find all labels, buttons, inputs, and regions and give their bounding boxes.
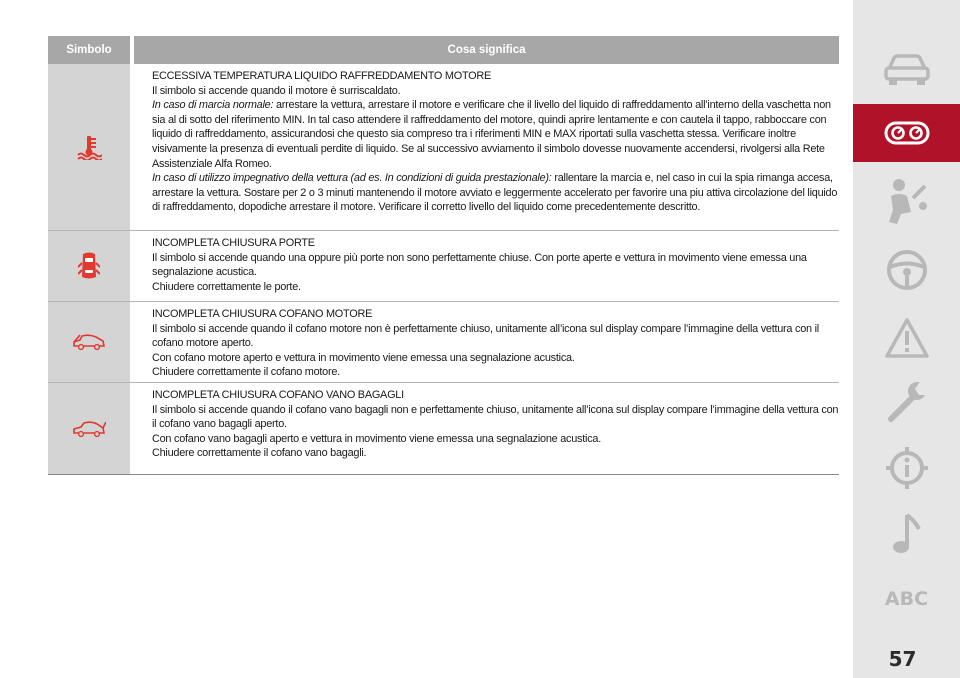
row-text: Chiudere correttamente il cofano motore. (152, 366, 340, 379)
row-text: Con cofano motore aperto e vettura in movimento viene emessa una segnalazione acustica. (152, 351, 575, 364)
coolant-temperature-icon (76, 134, 102, 160)
chapter-sidebar (853, 0, 960, 678)
sidebar-item-index[interactable] (853, 576, 960, 622)
table-header (48, 36, 839, 64)
row-text: Il simbolo si accende quando il cofano vano bagagli non e perfettamente chiuso, unitamente all’icona sul display compare l’immagine della vettura con il cofano vano bagagli aperto. (152, 403, 839, 431)
row-text-perf (152, 171, 839, 215)
table-row (48, 383, 839, 475)
dashboard-icon (884, 120, 930, 146)
seatbelt-person-icon (885, 178, 929, 226)
row-description (152, 383, 839, 474)
row-title: INCOMPLETA CHIUSURA PORTE (152, 237, 315, 249)
row-title: ECCESSIVA TEMPERATURA LIQUIDO RAFFREDDAMENTO MOTORE (152, 70, 492, 82)
row-title: INCOMPLETA CHIUSURA COFANO MOTORE (152, 308, 373, 320)
row-title: INCOMPLETA CHIUSURA COFANO VANO BAGAGLI (152, 389, 404, 401)
sidebar-item-dashboard[interactable] (853, 104, 960, 162)
table-row (48, 302, 839, 383)
symbol-cell (48, 64, 130, 230)
music-note-icon (889, 511, 925, 557)
steering-wheel-icon (885, 248, 929, 292)
row-text: Il simbolo si accende quando il cofano motore non è perfettamente chiuso, unitamente all’icona sul display compare l’immagine della vettura con il cofano motore aperto. (152, 322, 819, 350)
row-text: Il simbolo si accende quando il motore è surriscaldato. (152, 84, 401, 97)
car-icon (883, 53, 931, 87)
index-label: ABC (884, 588, 929, 610)
sidebar-item-maintenance[interactable] (853, 372, 960, 432)
boot-open-icon (72, 420, 106, 438)
sidebar-item-technical[interactable] (853, 438, 960, 498)
warning-triangle-icon (884, 317, 930, 359)
door-open-icon (78, 251, 100, 281)
row-text: Chiudere correttamente le porte. (152, 280, 301, 293)
row-text-normal (152, 98, 839, 171)
sidebar-item-driving[interactable] (853, 240, 960, 300)
table-row (48, 64, 839, 231)
sidebar-item-safety[interactable] (853, 170, 960, 234)
bonnet-open-icon (72, 333, 106, 351)
row-description (152, 64, 839, 230)
header-symbol: Simbolo (66, 44, 112, 56)
normal-label: In caso di marcia normale: (152, 99, 274, 112)
sidebar-item-warnings[interactable] (853, 308, 960, 368)
row-text: Con cofano vano bagagli aperto e vettura in movimento viene emessa una segnalazione acustica. (152, 432, 601, 445)
perf-text: rallentare la marcia e, nel caso in cui la spia rimanga accesa, arrestare la vettura. Sostare per 2 o 3 minuti mantenendo il motore avviato e leggermente accelerato per favorire una piu attiva circolazione del liquido di raffreddamento, dopodiche arrestare il motore. Verificare il corretto livello del liquido come precedentemente descritto. (152, 172, 838, 214)
warning-lights-table (48, 36, 839, 475)
symbol-cell (48, 302, 130, 382)
table-row (48, 231, 839, 302)
symbol-cell (48, 383, 130, 474)
symbol-cell (48, 231, 130, 301)
row-description (152, 302, 839, 382)
info-gear-icon (884, 445, 930, 491)
normal-text: arrestare la vettura, arrestare il motore e verificare che il livello del liquido di raffreddamento all’interno della vaschetta non sia al di sotto del riferimento MIN. In tal caso attendere il raffreddamento del motore, quindi aprire lentamente e con cautela il tappo, rabboccare con liquido di raffreddamento, assicurandosi che questo sia compreso tra i riferimenti MIN e MAX riportati sulla vaschetta stessa. Verificare inoltre visivamente la presenza di eventuali perdite di liquido. Se al successivo avviamento il simbolo dovesse nuovamente accendersi, rivolgersi alla Rete Assistenziale Alfa Romeo. (152, 99, 831, 170)
row-description (152, 231, 839, 301)
sidebar-item-car[interactable] (853, 42, 960, 98)
page-number: 57 (888, 647, 917, 671)
row-text: Il simbolo si accende quando una oppure più porte non sono perfettamente chiuse. Con porte aperte e vettura in movimento viene emessa una segnalazione acustica. (152, 251, 807, 279)
sidebar-item-multimedia[interactable] (853, 504, 960, 564)
page-number-box (853, 640, 960, 678)
header-meaning: Cosa significa (447, 44, 526, 56)
row-text: Chiudere correttamente il cofano vano bagagli. (152, 447, 367, 460)
wrench-icon (885, 379, 929, 425)
perf-label: In caso di utilizzo impegnativo della vettura (ad es. In condizioni di guida prestazionale): (152, 172, 552, 185)
